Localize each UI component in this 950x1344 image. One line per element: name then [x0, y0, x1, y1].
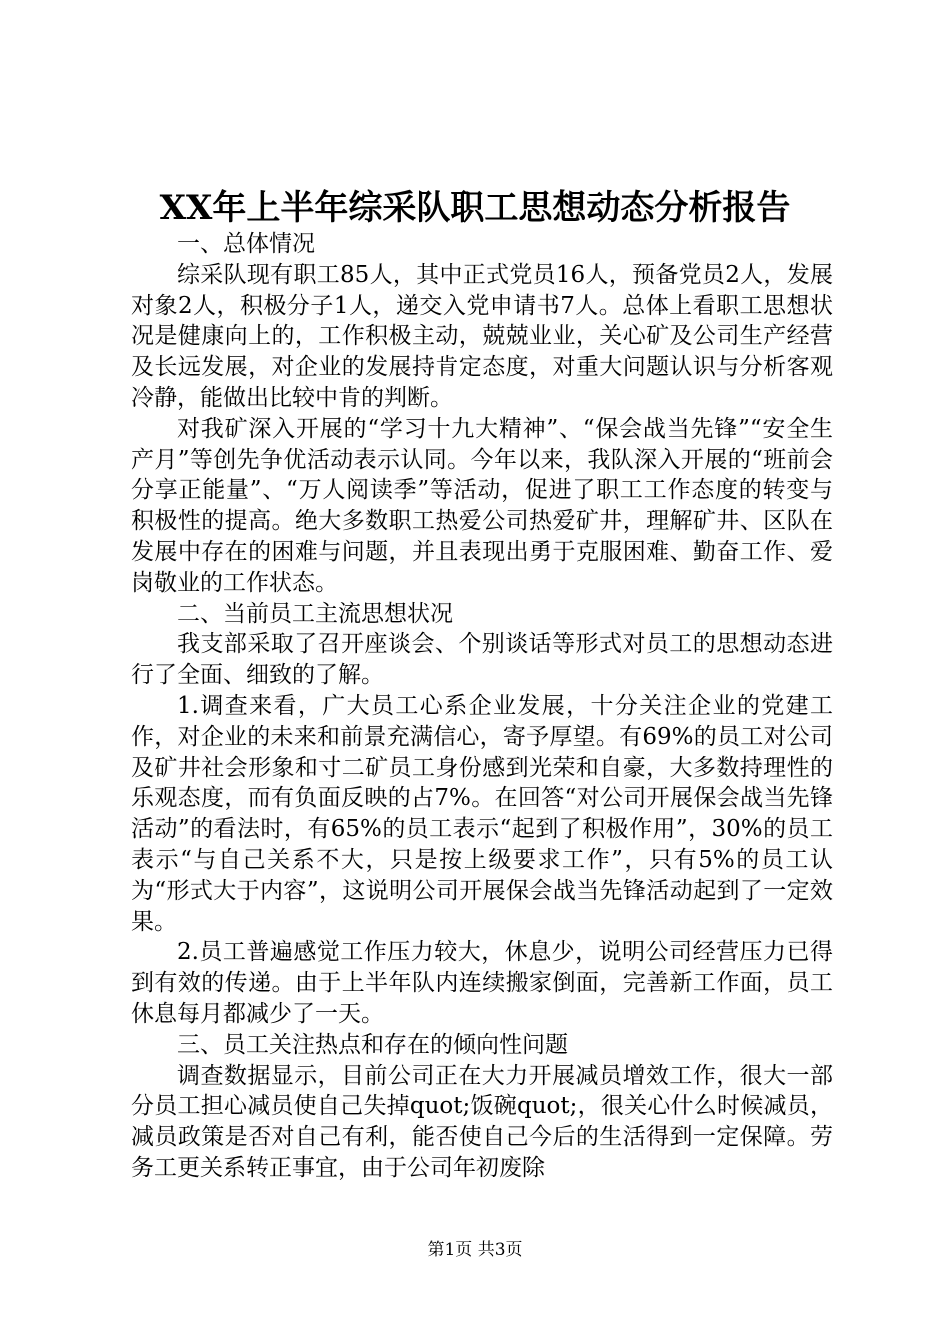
paragraph-survey-point-1: 1.调查来看，广大员工心系企业发展，十分关注企业的党建工作，对企业的未来和前景充满信心，寄予厚望。有69%的员工对公司及矿井社会形象和寸二矿员工身份感到光荣和自豪，大多数持理性的乐观态度，而有负面反映的占7%。在回答“对公司开展保会战当先锋活动”的看法时，有65%的员工表示“起到了积极作用”，30%的员工表示“与自己关系不大，只是按上级要求工作”，只有5%的员工认为“形式大于内容”，这说明公司开展保会战当先锋活动起到了一定效果。	[131, 692, 833, 935]
document-title: XX年上半年综采队职工思想动态分析报告	[159, 188, 791, 228]
paragraph-survey-method: 我支部采取了召开座谈会、个别谈话等形式对员工的思想动态进行了全面、细致的了解。	[131, 631, 833, 689]
paragraph-survey-data: 调查数据显示，目前公司正在大力开展减员增效工作，很大一部分员工担心减员使自己失掉quot;饭碗quot;，很关心什么时候减员，减员政策是否对自己有利，能否使自己今后的生活得到一定保障。劳务工更关系转正事宜，由于公司年初废除	[131, 1062, 833, 1181]
section-heading-overview: 一、总体情况	[177, 231, 315, 257]
paragraph-survey-point-2: 2.员工普遍感觉工作压力较大，休息少，说明公司经营压力已得到有效的传递。由于上半年队内连续搬家倒面，完善新工作面，员工休息每月都减少了一天。	[131, 939, 833, 1027]
section-heading-hot-topics: 三、员工关注热点和存在的倾向性问题	[177, 1031, 568, 1058]
document-body	[131, 229, 833, 1184]
page-number-footer: 第1页 共3页	[427, 1240, 523, 1260]
paragraph-activities: 对我矿深入开展的“学习十九大精神”、“保会战当先锋”“安全生产月”等创先争优活动表示认同。今年以来，我队深入开展的“班前会分享正能量”、“万人阅读季”等活动，促进了职工工作态度的转变与积极性的提高。绝大多数职工热爱公司热爱矿井，理解矿井、区队在发展中存在的困难与问题，并且表现出勇于克服困难、勤奋工作、爱岗敬业的工作状态。	[131, 415, 833, 596]
section-heading-mainstream-thinking: 二、当前员工主流思想状况	[177, 600, 453, 627]
paragraph-staff-summary: 综采队现有职工85人，其中正式党员16人，预备党员2人，发展对象2人，积极分子1人，递交入党申请书7人。总体上看职工思想状况是健康向上的，工作积极主动，兢兢业业，关心矿及公司生产经营及长远发展，对企业的发展持肯定态度，对重大问题认识与分析客观冷静，能做出比较中肯的判断。	[131, 261, 833, 411]
